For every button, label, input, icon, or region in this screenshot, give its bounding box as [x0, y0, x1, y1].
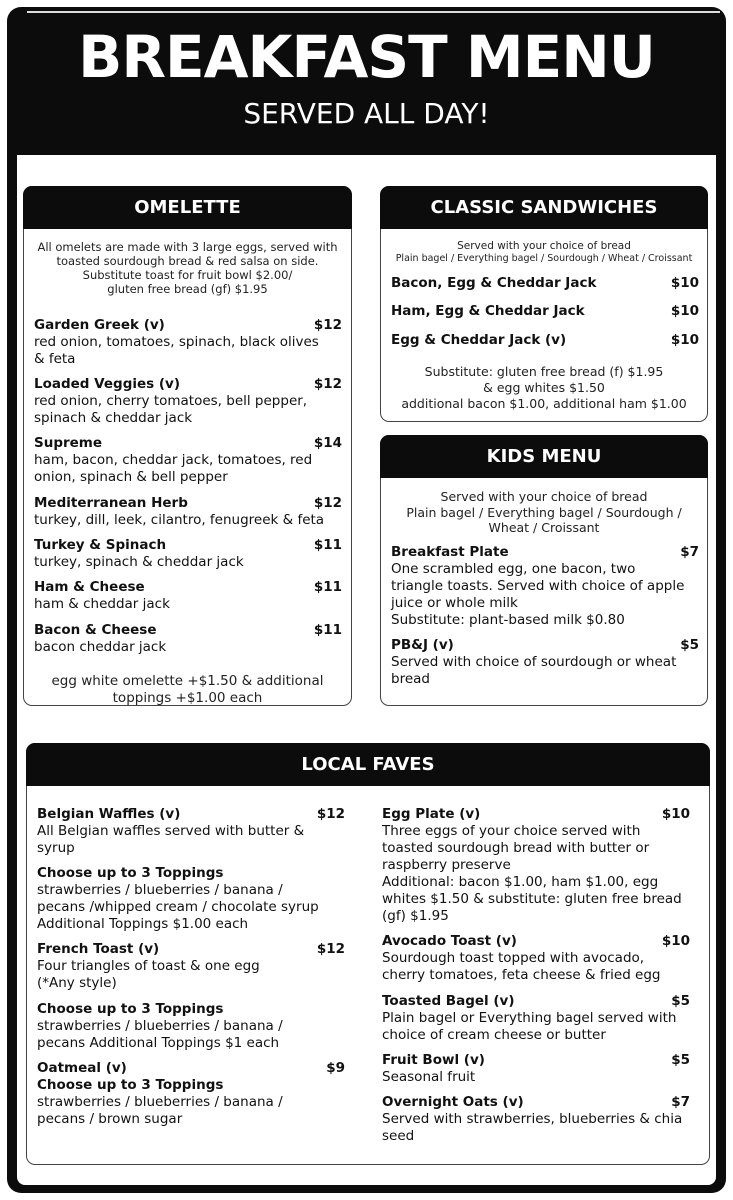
kids-note: Served with your choice of bread Plain bagel / Everything bagel / Sourdough / Wheat / Croissant	[406, 489, 682, 535]
menu-item-garden-greek: Garden Greek (v) $12 red onion, tomatoes, spinach, black olives & feta	[34, 317, 342, 367]
menu-item-bacon-cheese: Bacon & Cheese $11 bacon cheddar jack	[34, 622, 342, 655]
sandwiches-footer: Substitute: gluten free bread (f) $1.95 & egg whites $1.50 additional bacon $1.00, additional ham $1.00	[401, 364, 687, 411]
menu-item-fruit-bowl: Fruit Bowl (v) $5 Seasonal fruit	[382, 1052, 690, 1085]
local-faves-section	[26, 743, 710, 1165]
sandwiches-section	[380, 186, 708, 422]
menu-item-ham-egg-cheddar: Ham, Egg & Cheddar Jack $10	[391, 303, 699, 319]
menu-item-breakfast-plate: Breakfast Plate $7 One scrambled egg, one bacon, two triangle toasts. Served with choice of apple juice or whole milk Substitute: plant-based milk $0.80	[391, 544, 699, 628]
omelette-footer: egg white omelette +$1.50 & additional toppings +$1.00 each	[51, 673, 324, 706]
menu-item-ham-cheese: Ham & Cheese $11 ham & cheddar jack	[34, 579, 342, 612]
menu-item-oatmeal: Oatmeal (v) $9 Choose up to 3 Toppings strawberries / blueberries / banana / pecans / brown sugar	[37, 1060, 345, 1127]
menu-item-belgian-waffles: Belgian Waffles (v) $12 All Belgian waffles served with butter & syrup	[37, 806, 345, 856]
sandwiches-header: CLASSIC SANDWICHES	[380, 186, 708, 229]
menu-item-mediterranean-herb: Mediterranean Herb $12 turkey, dill, leek, cilantro, fenugreek & feta	[34, 495, 342, 528]
menu-item-overnight-oats: Overnight Oats (v) $7 Served with strawberries, blueberries & chia seed	[382, 1094, 690, 1144]
omelette-note: All omelets are made with 3 large eggs, served with toasted sourdough bread & red salsa on side. Substitute toast for fruit bowl $2.00/ gluten free bread (gf) $1.95	[37, 240, 338, 296]
menu-item-turkey-spinach: Turkey & Spinach $11 turkey, spinach & cheddar jack	[34, 537, 342, 570]
menu-item-pbj: PB&J (v) $5 Served with choice of sourdough or wheat bread	[391, 637, 699, 687]
omelette-section	[23, 186, 352, 706]
top-divider	[27, 11, 720, 13]
menu-item-supreme: Supreme $14 ham, bacon, cheddar jack, tomatoes, red onion, spinach & bell pepper	[34, 435, 342, 485]
kids-header: KIDS MENU	[380, 435, 708, 478]
menu-item-egg-plate: Egg Plate (v) $10 Three eggs of your choice served with toasted sourdough bread with butter or raspberry preserve Additional: bacon $1.00, ham $1.00, egg whites $1.50 & substitute: gluten free bread (gf) $1.95	[382, 806, 690, 924]
menu-subtitle: SERVED ALL DAY!	[243, 97, 490, 130]
menu-item-egg-cheddar: Egg & Cheddar Jack (v) $10	[391, 332, 699, 348]
waffle-toppings: Choose up to 3 Toppings strawberries / blueberries / banana / pecans /whipped cream / chocolate syrup Additional Toppings $1.00 each	[37, 865, 319, 932]
menu-item-french-toast: French Toast (v) $12 Four triangles of toast & one egg (*Any style)	[37, 941, 345, 991]
french-toast-toppings: Choose up to 3 Toppings strawberries / blueberries / banana / pecans Additional Toppings $1 each	[37, 1001, 283, 1051]
menu-item-avocado-toast: Avocado Toast (v) $10 Sourdough toast topped with avocado, cherry tomatoes, feta cheese & fried egg	[382, 933, 690, 983]
sandwiches-note: Served with your choice of bread Plain bagel / Everything bagel / Sourdough / Wheat / Croissant	[395, 240, 693, 264]
menu-title: BREAKFAST MENU	[78, 23, 655, 91]
menu-item-bacon-egg-cheddar: Bacon, Egg & Cheddar Jack $10	[391, 275, 699, 291]
local-faves-header: LOCAL FAVES	[26, 743, 710, 786]
menu-item-toasted-bagel: Toasted Bagel (v) $5 Plain bagel or Everything bagel served with choice of cream cheese or butter	[382, 993, 690, 1043]
menu-item-loaded-veggies: Loaded Veggies (v) $12 red onion, cherry tomatoes, bell pepper, spinach & cheddar jack	[34, 376, 342, 426]
omelette-header: OMELETTE	[23, 186, 352, 229]
kids-section	[380, 435, 708, 706]
